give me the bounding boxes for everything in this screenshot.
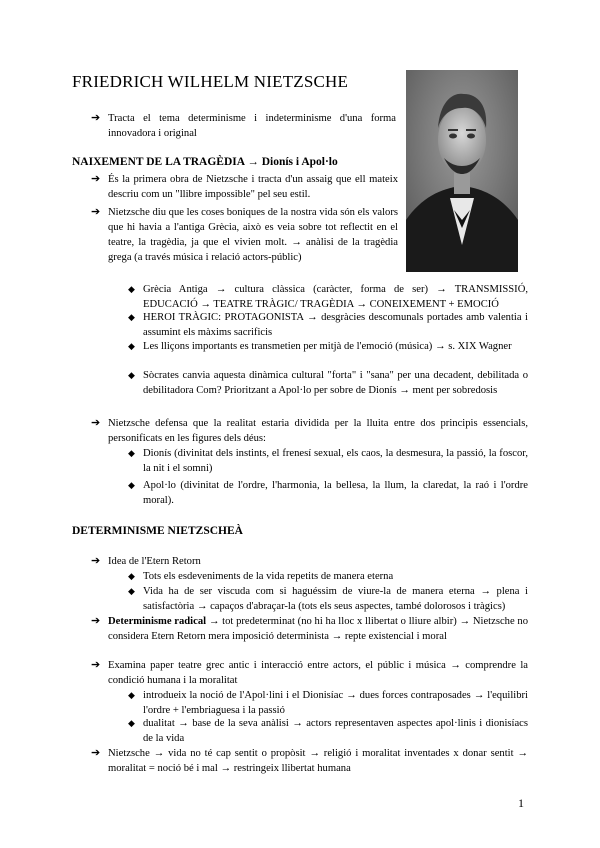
diamond-bullet-icon: ◆ [128,690,135,700]
portrait-photo [406,70,518,272]
section2-bullet-4: Nietzsche → vida no té cap sentit o propòsit → religió i moralitat inventades x donar sentit → moralitat = noció bé i mal → restringeix llibertat humana [108,748,528,774]
diamond-bullet-icon: ◆ [128,448,135,458]
document-title: FRIEDRICH WILHELM NIETZSCHE [72,72,349,91]
section1-bullet-3: Nietzsche defensa que la realitat estaria dividida per la lluita entre dos principis essencials, personificats en les figures dels déus: [108,418,528,444]
section2-sub-4: dualitat → base de la seva anàlisi → actors representaven aspectes apol·linis i dionisíacs de la vida [143,718,528,744]
arrow-bullet-icon: ➔ [91,417,101,429]
diamond-bullet-icon: ◆ [128,480,135,490]
section2-bullet-1: Idea de l'Etern Retorn [108,556,201,567]
section2-sub-1: Tots els esdeveniments de la vida repetits de manera eterna [143,571,394,582]
section1-sub-5: Dionís (divinitat dels instints, el frenesí sexual, els caos, la desmesura, la passió, la foscor, la nit i el somni) [143,448,528,474]
diamond-bullet-icon: ◆ [128,586,135,596]
arrow-bullet-icon: ➔ [91,659,101,671]
section1-sub-6: Apol·lo (divinitat de l'ordre, l'harmonia, la bellesa, la llum, la claredat, la raó i l'ordre moral). [143,480,528,506]
section-heading-determinisme: DETERMINISME NIETZSCHEÀ [72,525,243,537]
intro-text: Tracta el tema determinisme i indeterminisme d'una forma innovadora i original [108,113,396,139]
section1-sub-4: Sòcrates canvia aquesta dinàmica cultural "forta" i "sana" per una decadent, debilitada o debilitadora Com? Prioritzant a Apol·lo per sobre de Dionís → ment per sobredosis [143,370,528,396]
section-heading-tragedia [72,156,338,168]
section1-bullet-2: Nietzsche diu que les coses boniques de la nostra vida són els valors que hi havia a l'antiga Grècia, això es veia sobre tot reflectit en el teatre, la tragèdia, ja que el vivien molt. → anàlisi de la tragèdia grega (a través música i relació actors-públic) [108,207,398,263]
section1-sub-1: Grècia Antiga → cultura clàssica (caràcter, forma de ser) → TRANSMISSIÓ, EDUCACIÓ → TEATRE TRÀGIC/ TRAGÈDIA → CONEIXEMENT + EMOCIÓ [143,284,528,310]
diamond-bullet-icon: ◆ [128,370,135,380]
arrow-bullet-icon: ➔ [91,112,101,124]
section2-bullet-2 [108,614,528,644]
diamond-bullet-icon: ◆ [128,341,135,351]
page-number: 1 [518,796,524,810]
section-heading-suffix: → Dionís i Apol·lo [247,156,338,168]
determinisme-radical-desc: → tot predeterminat (no hi ha lloc x llibertat o lliure albir) → Nietzsche no considera Etern Retorn mera imposició determinista → repte existencial i moral [108,616,528,642]
arrow-bullet-icon: ➔ [91,555,101,567]
diamond-bullet-icon: ◆ [128,284,135,294]
arrow-bullet-icon: ➔ [91,747,101,759]
diamond-bullet-icon: ◆ [128,571,135,581]
section1-bullet-1: És la primera obra de Nietzsche i tracta d'un assaig que ell mateix descriu com un "llibre impossible" pel seu estil. [108,174,398,200]
determinisme-radical-term: Determinisme radical [108,616,207,627]
section2-sub-3: introdueix la noció de l'Apol·lini i el Dionisíac → dues forces contraposades → l'equilibri l'ordre + l'embriaguesa i la passió [143,690,528,716]
arrow-bullet-icon: ➔ [91,206,101,218]
arrow-bullet-icon: ➔ [91,173,101,185]
section-heading-text: NAIXEMENT DE LA TRAGÈDIA [72,156,245,168]
section2-sub-2: Vida ha de ser viscuda com si haguéssim de viure-la de manera eterna → plena i satisfactòria → capaços d'abraçar-la (tots els seus aspectes, també dolorosos i tràgics) [143,586,528,612]
diamond-bullet-icon: ◆ [128,312,135,322]
section1-sub-2: HEROI TRÀGIC: PROTAGONISTA → desgràcies descomunals portades amb valentia i assumint els màxims sacrificis [143,312,528,338]
section2-bullet-3: Examina paper teatre grec antic i interacció entre actors, el públic i música → comprendre la condició humana i la moralitat [108,660,528,686]
section1-sub-3: Les lliçons importants es transmetien per mitjà de l'emoció (música) → s. XIX Wagner [143,341,512,352]
diamond-bullet-icon: ◆ [128,718,135,728]
nietzsche-portrait-image [406,70,518,272]
arrow-bullet-icon: ➔ [91,615,101,627]
